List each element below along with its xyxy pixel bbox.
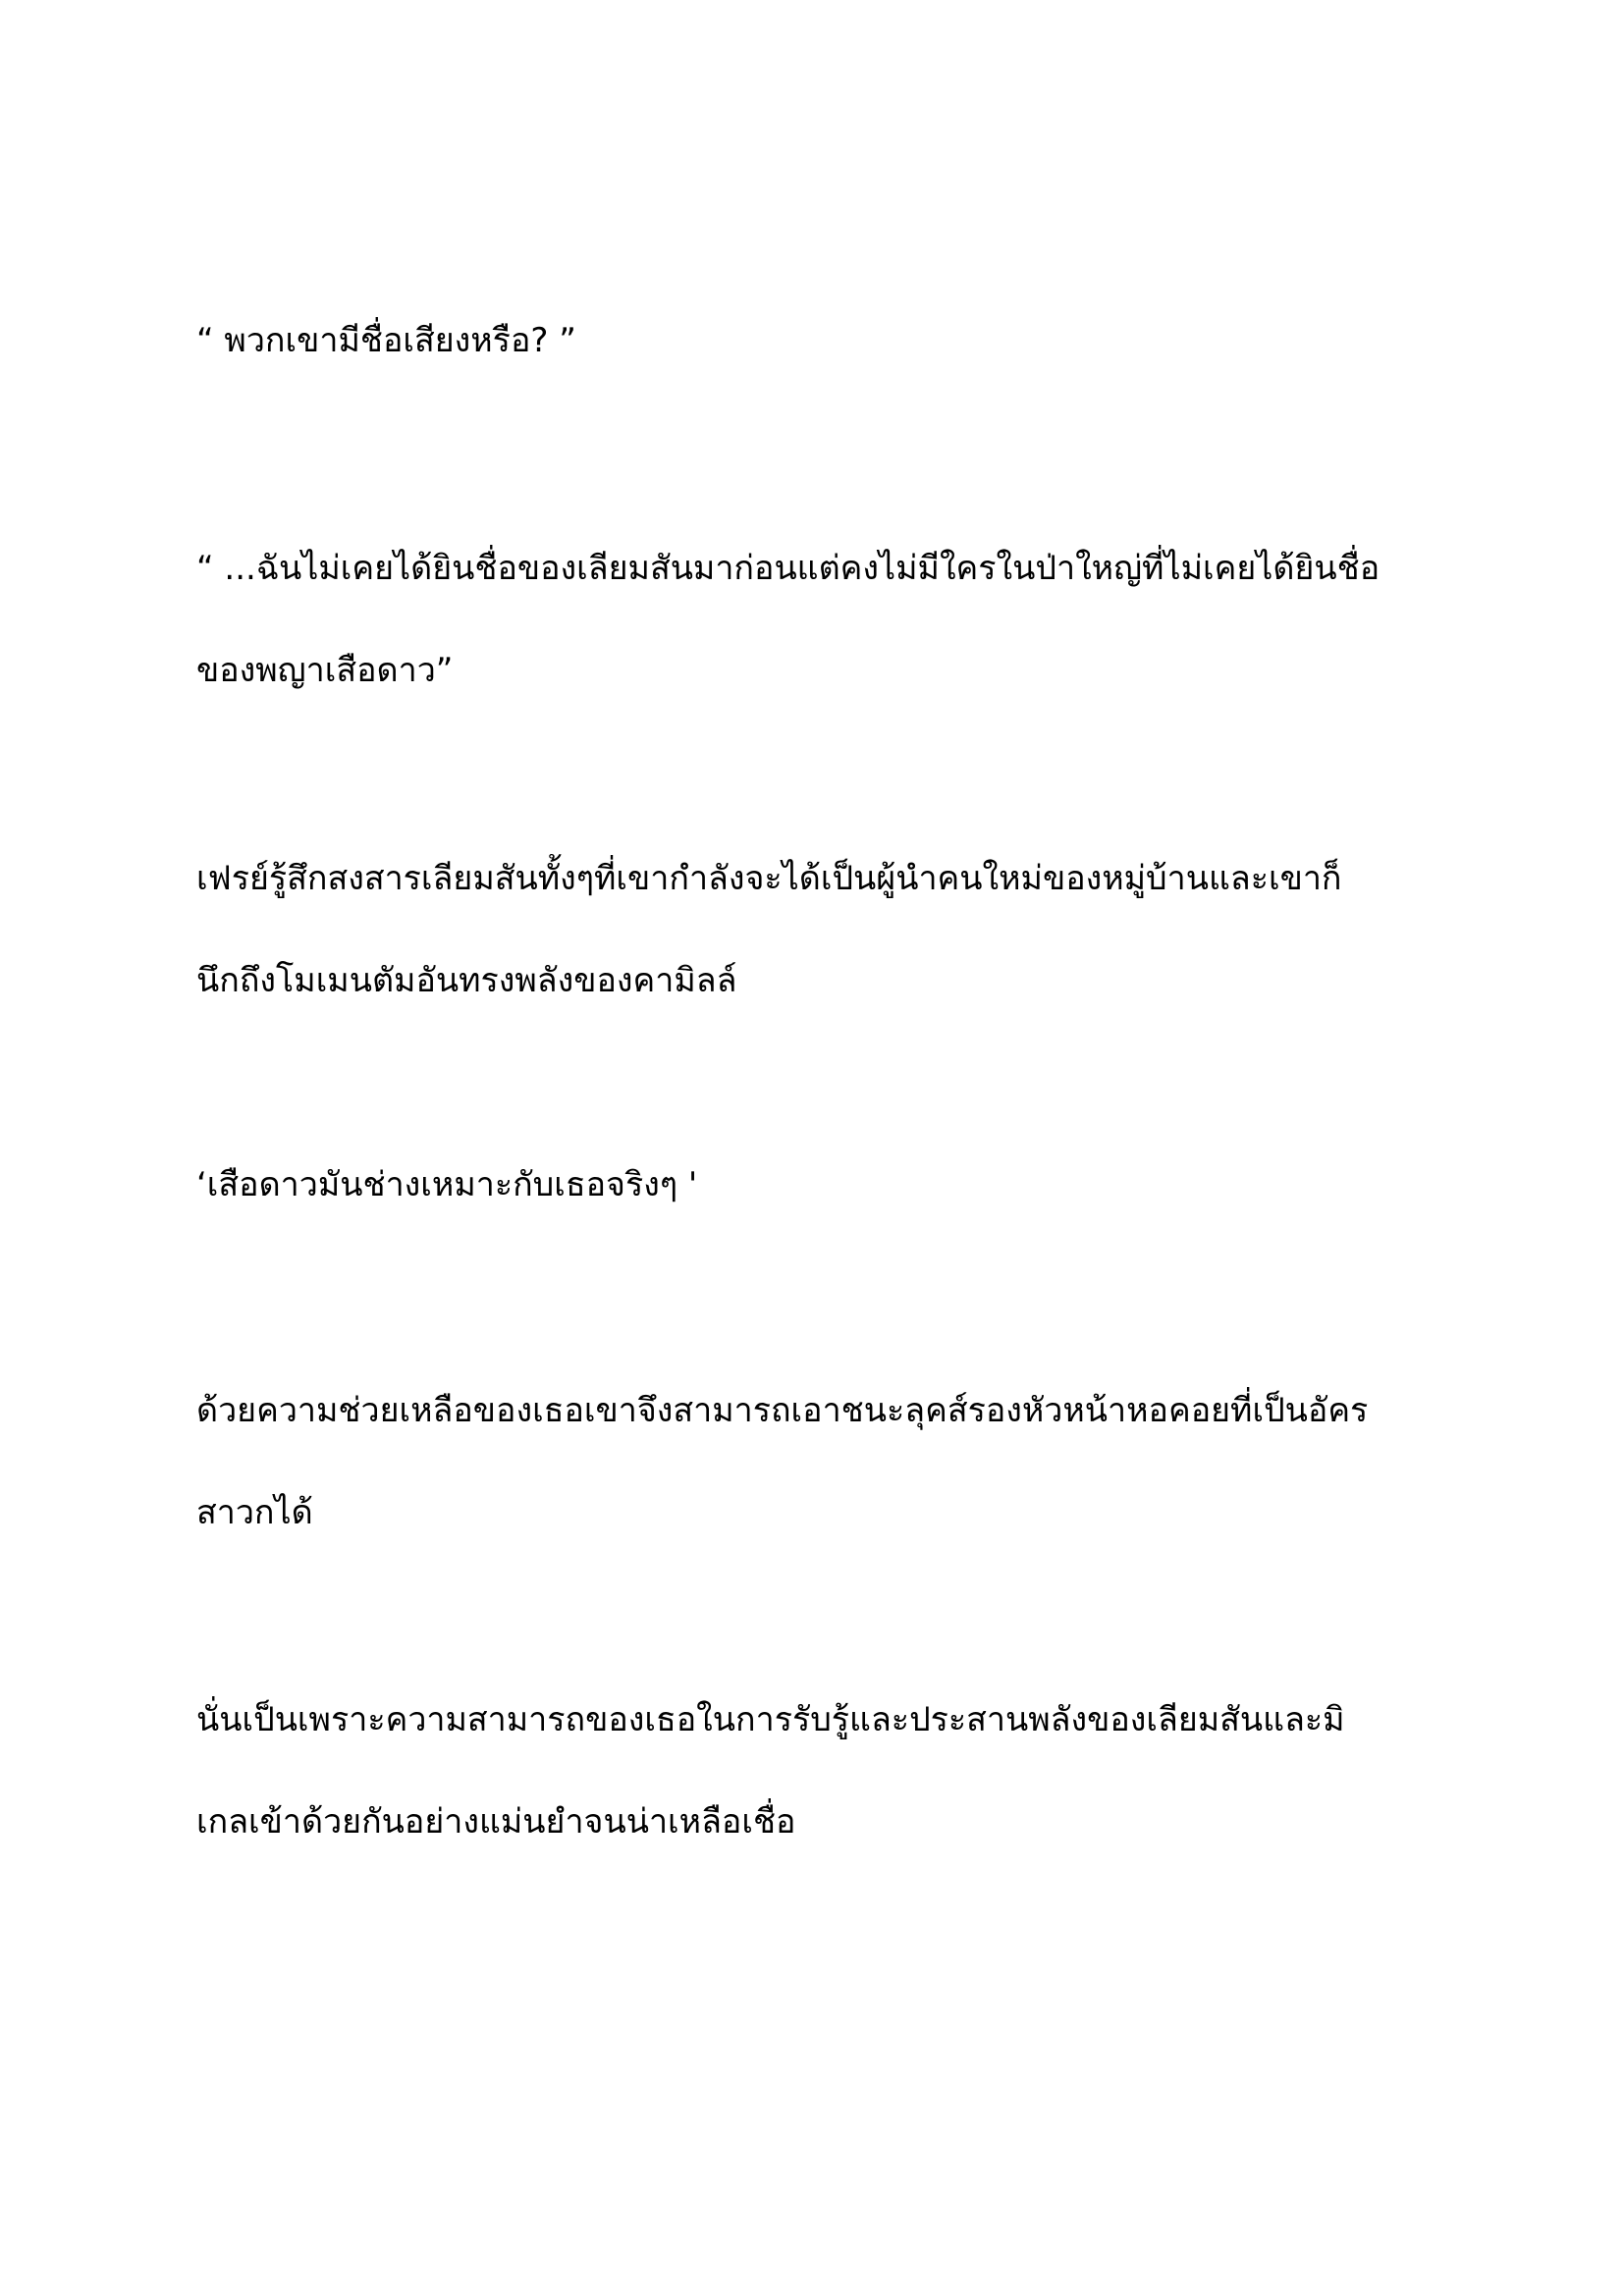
paragraph-line: เกลเข้าด้วยกันอย่างแม่นยำจนน่าเหลือเชื่อ (196, 1802, 796, 1842)
paragraph-narration (196, 1360, 1473, 1564)
paragraph-line: นึกถึงโมเมนตัมอันทรงพลังของคามิลล์ (196, 961, 737, 1000)
paragraph-dialogue-question (196, 290, 1473, 392)
paragraph-line: ‘เสือดาวมันช่างเหมาะกับเธอจริงๆ ' (196, 1165, 698, 1204)
paragraph-line: “ พวกเขามีชื่อเสียงหรือ? ” (196, 321, 576, 360)
paragraph-narration (196, 1669, 1473, 1873)
paragraph-line: ด้วยความช่วยเหลือของเธอเขาจึงสามารถเอาชนะลุคส์รองหัวหน้าหอคอยที่เป็นอัคร (196, 1391, 1369, 1430)
paragraph-line: ของพญาเสือดาว” (196, 651, 454, 690)
paragraph-dialogue-answer (196, 517, 1473, 721)
paragraph-narration (196, 828, 1473, 1032)
paragraph-line: นั่นเป็นเพราะความสามารถของเธอในการรับรู้และประสานพลังของเลียมสันและมิ (196, 1700, 1345, 1739)
paragraph-thought (196, 1134, 1473, 1236)
paragraph-line: เฟรย์รู้สึกสงสารเลียมสันทั้งๆที่เขากำลังจะได้เป็นผู้นำคนใหม่ของหมู่บ้านและเขาก็ (196, 859, 1342, 898)
paragraph-line: “ ...ฉันไม่เคยได้ยินชื่อของเลียมสันมาก่อนแต่คงไม่มีใครในป่าใหญ่ที่ไม่เคยได้ยินชื่อ (196, 549, 1380, 588)
paragraph-line: สาวกได้ (196, 1493, 313, 1532)
